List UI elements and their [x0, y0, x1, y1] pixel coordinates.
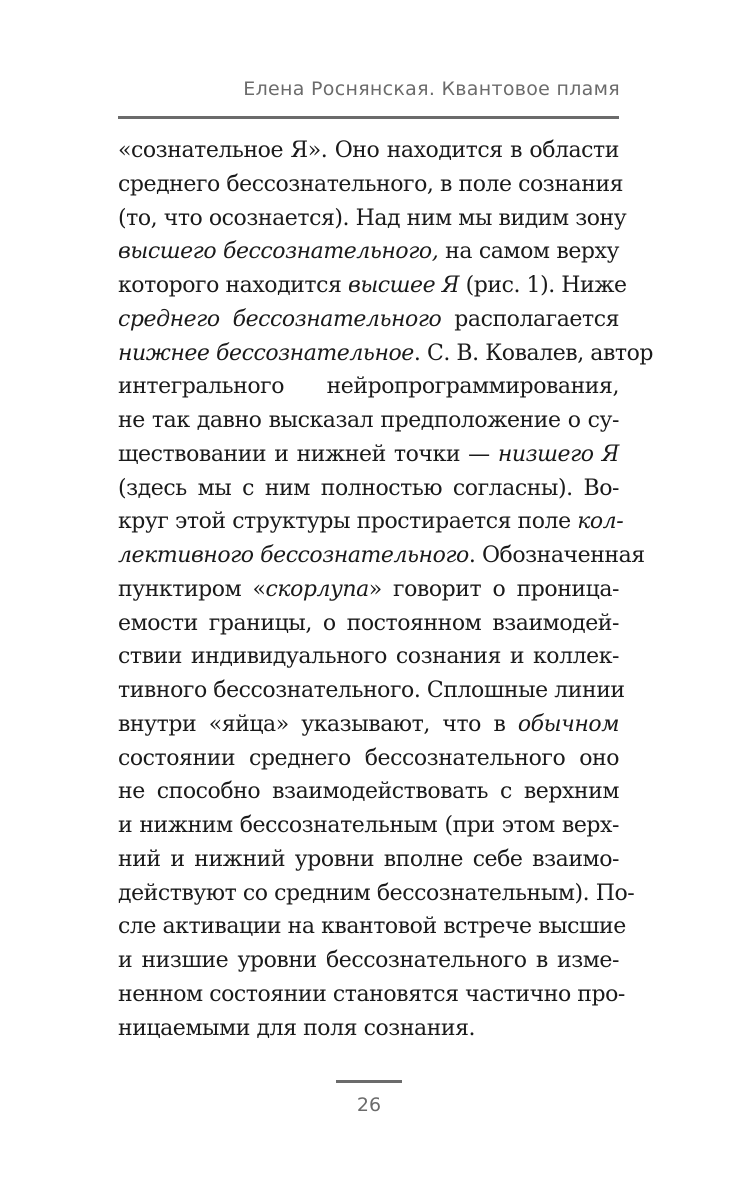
text-line: [118, 370, 619, 404]
text-run: которого находится: [118, 273, 348, 298]
text-line: [118, 168, 624, 202]
text-line: [118, 134, 619, 168]
text-run: ществовании и нижней точки —: [118, 441, 498, 467]
text-run: ствии индивидуального сознания и коллек-: [118, 644, 619, 670]
text-run: среднего бессознательного, в поле сознания: [118, 171, 624, 197]
text-line: [118, 607, 619, 641]
text-run: и низшие уровни бессознательного в изме-: [118, 948, 619, 973]
italic-text: нижнее бессознательное: [118, 340, 414, 366]
text-run: сле активации на квантовой встрече высшие: [118, 914, 626, 940]
text-line: [118, 910, 626, 944]
text-line: [118, 742, 619, 776]
text-run: внутри «яйца» указывают, что в: [118, 711, 518, 737]
italic-text: скорлупа: [265, 576, 369, 602]
italic-text: обычном: [517, 711, 619, 737]
text-line: [118, 235, 619, 269]
body-text: [118, 134, 654, 1045]
text-run: «сознательное Я». Оно находится в области: [118, 138, 619, 163]
header-divider: [118, 116, 619, 119]
text-run: ницаемыми для поля сознания.: [118, 1015, 476, 1041]
text-run: интегрального нейропрограммирования,: [118, 374, 619, 400]
text-run: не способно взаимодействовать с верхним: [118, 779, 619, 805]
running-header: Елена Роснянская. Квантовое пламя: [243, 78, 620, 100]
text-run: » говорит о проница-: [368, 576, 619, 602]
text-line: [118, 978, 625, 1012]
italic-text: кол-: [577, 509, 624, 535]
text-run: тивного бессознательного. Сплошные линии: [118, 678, 625, 703]
text-run: . С. В. Ковалев, автор: [413, 340, 654, 366]
text-line: [118, 674, 625, 708]
text-line: [118, 303, 619, 337]
text-run: и нижним бессознательным (при этом верх-: [118, 813, 619, 838]
text-line: [118, 539, 645, 573]
text-line: [118, 573, 619, 607]
text-line: [118, 472, 619, 506]
page-number: 26: [356, 1094, 382, 1116]
italic-text: среднего бессознательного: [118, 306, 442, 332]
text-line: [118, 640, 619, 674]
text-line: [118, 1012, 619, 1046]
text-run: . Обозначенная: [468, 543, 645, 568]
text-line: [118, 877, 635, 911]
text-line: [118, 269, 627, 303]
italic-text: лективного бессознательного: [118, 543, 469, 568]
text-run: (то, что осознается). Над ним мы видим зону: [118, 205, 627, 231]
text-line: [118, 775, 619, 809]
text-run: действуют со средним бессознательным). По-: [118, 880, 635, 906]
text-run: располагается: [441, 306, 619, 332]
text-line: [118, 708, 619, 742]
text-run: (здесь мы с ним полностью согласны). Во-: [118, 475, 619, 501]
text-run: пунктиром «: [118, 576, 266, 602]
text-line: [118, 809, 619, 843]
text-run: состоянии среднего бессознательного оно: [118, 745, 619, 771]
text-line: [118, 944, 619, 978]
italic-text: низшего Я: [497, 441, 619, 467]
text-run: не так давно высказал предположение о су-: [118, 408, 619, 433]
text-line: [118, 404, 619, 438]
text-line: [118, 505, 624, 539]
text-line: [118, 843, 619, 877]
italic-text: высшее Я: [347, 273, 460, 298]
text-line: [118, 202, 627, 236]
text-run: круг этой структуры простирается поле: [118, 509, 578, 535]
text-line: [118, 438, 619, 472]
text-run: (рис. 1). Ниже: [459, 273, 627, 298]
footer-divider: [336, 1080, 402, 1083]
text-run: ненном состоянии становятся частично про-: [118, 981, 625, 1007]
text-run: ний и нижний уровни вполне себе взаимо-: [118, 846, 619, 872]
text-run: на самом верху: [438, 239, 619, 265]
text-line: [118, 337, 654, 371]
text-run: емости границы, о постоянном взаимодей-: [118, 610, 619, 636]
italic-text: высшего бессознательного,: [118, 239, 439, 265]
